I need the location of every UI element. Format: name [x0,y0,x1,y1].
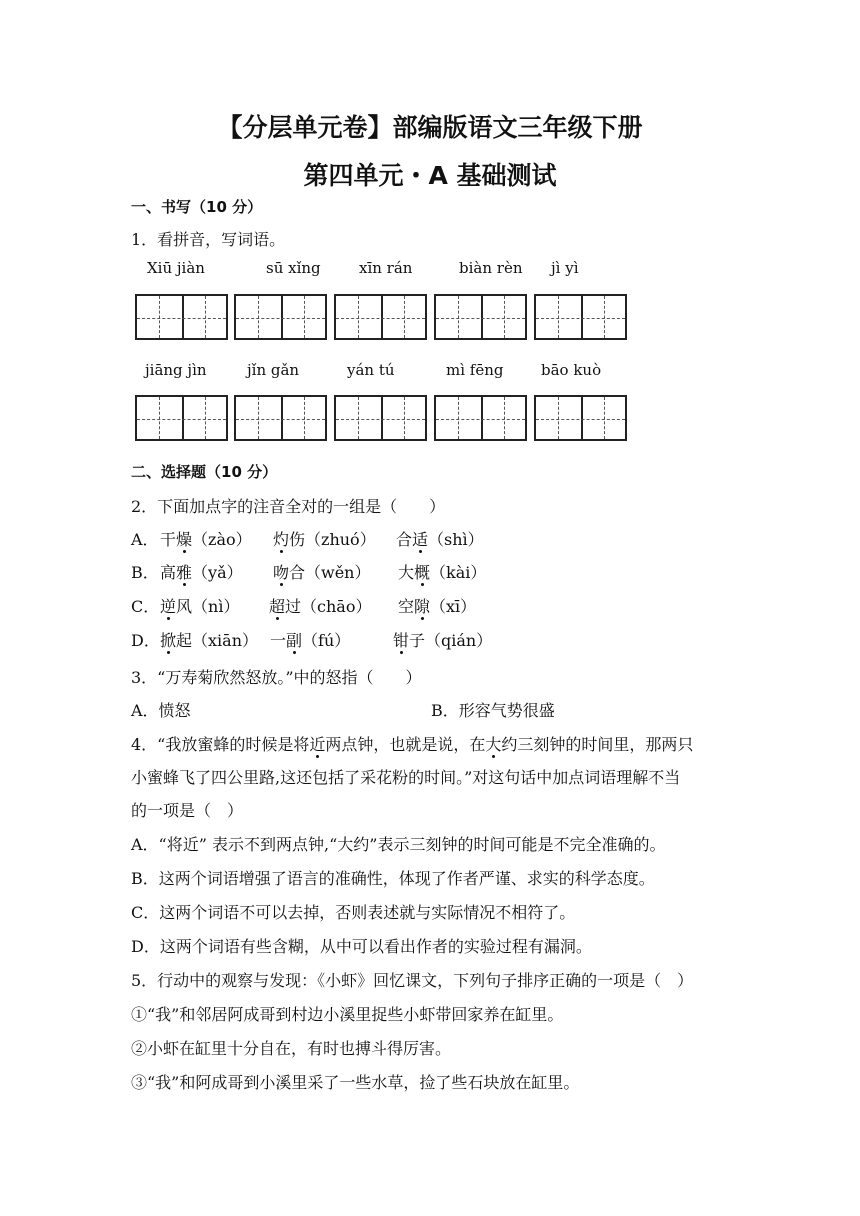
pinyin-2-3: yán tú [347,361,395,379]
q5-sentence-2: ②小虾在缸里十分自在，有时也搏斗得厉害。 [131,1039,452,1058]
q2-option-b-2: 吻合（wěn） [273,563,371,582]
pinyin-1-4: biàn rèn [459,259,523,277]
q2-option-a-label: A． [131,530,159,549]
q4-option-d: D．这两个词语有些含糊，从中可以看出作者的实验过程有漏洞。 [131,937,592,956]
q5-sentence-1: ①“我”和邻居阿成哥到村边小溪里捉些小虾带回家养在缸里。 [131,1005,564,1024]
q2-option-a-2: 灼伤（zhuó） [273,530,376,549]
writing-box[interactable] [434,395,527,441]
pinyin-1-5: jì yì [551,259,579,277]
q2-option-c-2: 超过（chāo） [269,597,372,616]
q2-option-c-3: 空隙（xī） [398,597,477,616]
q2-option-b-3: 大概（kài） [398,563,487,582]
q2-option-b-1: 高雅（yǎ） [160,563,243,582]
pinyin-2-2: jǐn gǎn [247,361,300,379]
pinyin-2-4: mì fēng [446,361,504,379]
writing-box[interactable] [334,294,427,340]
pinyin-1-1: Xiū jiàn [147,259,205,277]
q4-stem-line2: 小蜜蜂飞了四公里路,这还包括了采花粉的时间。”对这句话中加点词语理解不当 [131,768,681,787]
q4-stem-line3: 的一项是（ ） [131,801,244,820]
writing-box[interactable] [135,294,228,340]
writing-box[interactable] [434,294,527,340]
pinyin-1-3: xīn rán [359,259,413,277]
q3-option-a: A．愤怒 [131,701,191,720]
q2-stem: 2．下面加点字的注音全对的一组是（ ） [131,497,446,516]
section1-heading: 一、书写（10 分） [131,198,263,216]
doc-subtitle: 第四单元・A 基础测试 [303,161,557,190]
writing-box[interactable] [334,395,427,441]
q2-option-d-1: 掀起（xiān） [160,631,259,650]
q4-option-c: C．这两个词语不可以去掉，否则表述就与实际情况不相符了。 [131,903,576,922]
writing-box[interactable] [534,395,627,441]
q4-option-a: A．“将近” 表示不到两点钟,“大约”表示三刻钟的时间可能是不完全准确的。 [131,835,666,854]
doc-title: 【分层单元卷】部编版语文三年级下册 [217,113,643,142]
q1-stem: 1．看拼音，写词语。 [131,230,286,249]
q2-option-d-label: D． [131,631,160,650]
q2-option-c-1: 逆风（nì） [160,597,240,616]
q2-option-a-1: 干燥（zào） [160,530,252,549]
q4-stem-line1: 4．“我放蜜蜂的时候是将近两点钟，也就是说，在大约三刻钟的时间里，那两只 [131,735,694,754]
q2-option-b-label: B． [131,563,159,582]
writing-box[interactable] [234,294,327,340]
q2-option-a-3: 合适（shì） [396,530,484,549]
q4-option-b: B．这两个词语增强了语言的准确性，体现了作者严谨、求实的科学态度。 [131,869,655,888]
q5-sentence-3: ③“我”和阿成哥到小溪里采了一些水草，捡了些石块放在缸里。 [131,1073,580,1092]
pinyin-2-5: bāo kuò [541,361,602,379]
q2-option-d-3: 钳子（qián） [393,631,493,650]
q3-stem: 3．“万寿菊欣然怒放。”中的怒指（ ） [131,668,422,687]
pinyin-1-2: sū xǐng [266,259,321,277]
section2-heading: 二、选择题（10 分） [131,463,278,481]
q2-option-c-label: C． [131,597,160,616]
q5-stem: 5．行动中的观察与发现：《小虾》回忆课文，下列句子排序正确的一项是（ ） [131,971,694,990]
q3-option-b: B．形容气势很盛 [431,701,555,720]
writing-box[interactable] [135,395,228,441]
writing-box[interactable] [534,294,627,340]
writing-box[interactable] [234,395,327,441]
pinyin-2-1: jiāng jìn [145,361,207,379]
q2-option-d-2: 一副（fú） [270,631,351,650]
